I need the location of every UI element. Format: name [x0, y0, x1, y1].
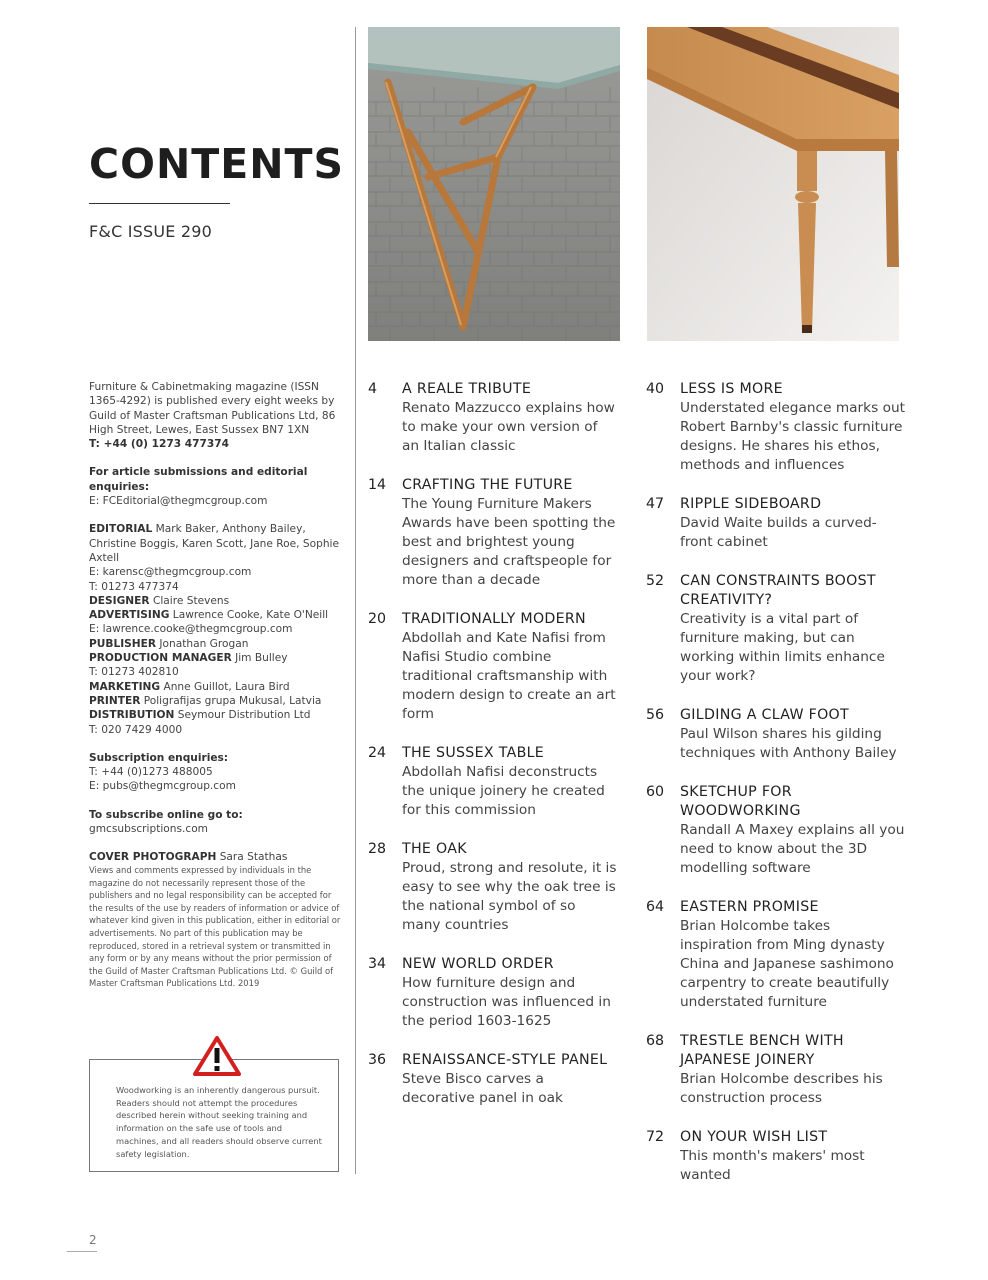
toc-article-title: EASTERN PROMISE — [680, 899, 819, 915]
editorial-email: E: karensc@thegmcgroup.com — [89, 566, 252, 579]
distribution-name: Seymour Distribution Ltd — [177, 709, 311, 722]
toc-page-number: 20 — [368, 611, 387, 627]
toc-page-number: 52 — [646, 573, 665, 589]
editorial-label: EDITORIAL — [89, 523, 153, 536]
designer-label: DESIGNER — [89, 594, 150, 607]
column-divider — [355, 27, 356, 1174]
toc-article-description: Paul Wilson shares his gilding techniques with Anthony Bailey — [680, 726, 897, 761]
colophon-intro: Furniture & Cabinetmaking magazine (ISSN 1365-4292) is published every eight weeks by Guild of Master Craftsman Publications Ltd, 86 High Street, Lewes, East Sussex BN7 1XN — [89, 381, 336, 436]
legal-disclaimer: Views and comments expressed by individuals in the magazine do not necessarily represent those of the publishers and no legal responsibility can be accepted for the results of the use by readers of information or advice of whatever kind given in this publication, either in editorial or advertisements. No part of this publication may be reproduced, stored in a retrieval system or transmitted in any form or by any means without the prior permission of the Guild of Master Craftsman Publications Ltd. © Guild of Master Craftsman Publications Ltd. 2019 — [89, 865, 341, 989]
colophon — [89, 380, 344, 865]
toc-article-title: RENAISSANCE-STYLE PANEL — [402, 1052, 608, 1068]
toc-article-description: Randall A Maxey explains all you need to know about the 3D modelling software — [680, 822, 905, 876]
toc-page-number: 60 — [646, 784, 665, 800]
toc-page-number: 47 — [646, 496, 665, 512]
toc-column-right — [646, 380, 906, 1205]
toc-page-number: 14 — [368, 477, 387, 493]
toc-page-number: 64 — [646, 899, 665, 915]
toc-article-description: Proud, strong and resolute, it is easy to see why the oak tree is the national symbol of so many countries — [402, 860, 617, 933]
toc-page-number: 4 — [368, 381, 378, 397]
toc-article-title: A REALE TRIBUTE — [402, 381, 532, 397]
toc-article-title: ON YOUR WISH LIST — [680, 1129, 828, 1145]
toc-entry — [646, 898, 906, 1012]
issue-label: F&C ISSUE 290 — [89, 222, 213, 241]
toc-article-title: CRAFTING THE FUTURE — [402, 477, 573, 493]
toc-article-title: LESS IS MORE — [680, 381, 783, 397]
toc-entry — [368, 610, 618, 724]
toc-article-description: Understated elegance marks out Robert Barnby's classic furniture designs. He shares his ethos, methods and influences — [680, 400, 906, 473]
cover-name: Sara Stathas — [219, 851, 288, 864]
submissions-heading: For article submissions and editorial enquiries: — [89, 466, 308, 493]
toc-entry — [646, 706, 906, 763]
toc-article-title: NEW WORLD ORDER — [402, 956, 554, 972]
distribution-label: DISTRIBUTION — [89, 709, 175, 722]
colophon-phone: T: +44 (0) 1273 477374 — [89, 438, 230, 451]
toc-page-number: 68 — [646, 1033, 665, 1049]
toc-article-title: SKETCHUP FOR WOODWORKING — [680, 784, 801, 819]
wooden-table-photo — [647, 27, 899, 341]
toc-article-description: Abdollah Nafisi deconstructs the unique joinery he created for this commission — [402, 764, 605, 818]
production-label: PRODUCTION MANAGER — [89, 652, 232, 665]
toc-article-title: TRADITIONALLY MODERN — [402, 611, 586, 627]
toc-article-description: This month's makers' most wanted — [680, 1148, 865, 1183]
advertising-email: E: lawrence.cooke@thegmcgroup.com — [89, 623, 293, 636]
marketing-names: Anne Guillot, Laura Bird — [163, 680, 290, 693]
editorial-phone: T: 01273 477374 — [89, 580, 179, 593]
printer-name: Poligrafijas grupa Mukusal, Latvia — [143, 694, 322, 707]
toc-entry — [368, 955, 618, 1031]
page-number: 2 — [89, 1233, 97, 1247]
subscription-heading: Subscription enquiries: — [89, 751, 229, 764]
toc-entry — [368, 744, 618, 820]
subscription-phone: T: +44 (0)1273 488005 — [89, 766, 213, 779]
toc-entry — [646, 1128, 906, 1185]
toc-entry — [368, 476, 618, 590]
toc-entry — [646, 572, 906, 686]
toc-article-description: Brian Holcombe describes his construction process — [680, 1071, 883, 1106]
toc-column-left — [368, 380, 618, 1128]
toc-entry — [368, 840, 618, 935]
printer-label: PRINTER — [89, 694, 141, 707]
publisher-name: Jonathan Grogan — [159, 637, 249, 650]
toc-entry — [368, 380, 618, 456]
toc-article-description: Abdollah and Kate Nafisi from Nafisi Studio combine traditional craftsmanship with modern design to create an art form — [402, 630, 616, 722]
marketing-label: MARKETING — [89, 680, 161, 693]
toc-entry — [646, 1032, 906, 1108]
toc-page-number: 72 — [646, 1129, 665, 1145]
online-heading: To subscribe online go to: — [89, 808, 243, 821]
toc-entry — [646, 495, 906, 552]
toc-page-number: 56 — [646, 707, 665, 723]
toc-page-number: 34 — [368, 956, 387, 972]
submissions-email: E: FCEditorial@thegmcgroup.com — [89, 495, 268, 508]
production-name: Jim Bulley — [235, 652, 288, 665]
toc-article-title: THE OAK — [402, 841, 467, 857]
subscription-email: E: pubs@thegmcgroup.com — [89, 780, 236, 793]
toc-page-number: 28 — [368, 841, 387, 857]
toc-page-number: 40 — [646, 381, 665, 397]
editorial-names: Mark Baker, Anthony Bailey, Christine Boggis, Karen Scott, Jane Roe, Sophie Axtell — [89, 523, 340, 564]
advertising-names: Lawrence Cooke, Kate O'Neill — [172, 609, 329, 622]
advertising-label: ADVERTISING — [89, 609, 170, 622]
toc-article-description: Brian Holcombe takes inspiration from Ming dynasty China and Japanese sashimono carpentry to create beautifully understated furniture — [680, 918, 894, 1010]
glass-table-photo — [368, 27, 620, 341]
page-number-rule — [67, 1251, 97, 1252]
toc-entry — [646, 783, 906, 878]
safety-warning-text: Woodworking is an inherently dangerous pursuit. Readers should not attempt the procedures described herein without seeking training and information on the safe use of tools and machines, and all readers should observe current safety legislation. — [116, 1085, 322, 1159]
online-url: gmcsubscriptions.com — [89, 823, 208, 836]
cover-label: COVER PHOTOGRAPH — [89, 851, 217, 864]
toc-page-number: 24 — [368, 745, 387, 761]
toc-entry — [368, 1051, 618, 1108]
toc-entry — [646, 380, 906, 475]
production-phone: T: 01273 402810 — [89, 666, 179, 679]
toc-article-description: David Waite builds a curved-front cabinet — [680, 515, 877, 550]
publisher-label: PUBLISHER — [89, 637, 157, 650]
warning-triangle-icon — [193, 1036, 241, 1076]
toc-article-description: The Young Furniture Makers Awards have been spotting the best and brightest young designers and craftspeople for more than a decade — [402, 496, 616, 588]
designer-name: Claire Stevens — [152, 594, 230, 607]
toc-article-title: THE SUSSEX TABLE — [402, 745, 545, 761]
toc-article-title: RIPPLE SIDEBOARD — [680, 496, 822, 512]
toc-article-title: CAN CONSTRAINTS BOOST CREATIVITY? — [680, 573, 876, 608]
title-underline — [89, 203, 230, 204]
toc-page-number: 36 — [368, 1052, 387, 1068]
toc-article-description: How furniture design and construction was influenced in the period 1603-1625 — [402, 975, 611, 1029]
toc-article-description: Renato Mazzucco explains how to make your own version of an Italian classic — [402, 400, 615, 454]
toc-article-description: Steve Bisco carves a decorative panel in oak — [402, 1071, 563, 1106]
page-title: CONTENTS — [89, 140, 345, 188]
toc-article-title: TRESTLE BENCH WITH JAPANESE JOINERY — [680, 1033, 844, 1068]
toc-article-title: GILDING A CLAW FOOT — [680, 707, 849, 723]
distribution-phone: T: 020 7429 4000 — [89, 723, 183, 736]
toc-article-description: Creativity is a vital part of furniture making, but can working within limits enhance your work? — [680, 611, 885, 684]
